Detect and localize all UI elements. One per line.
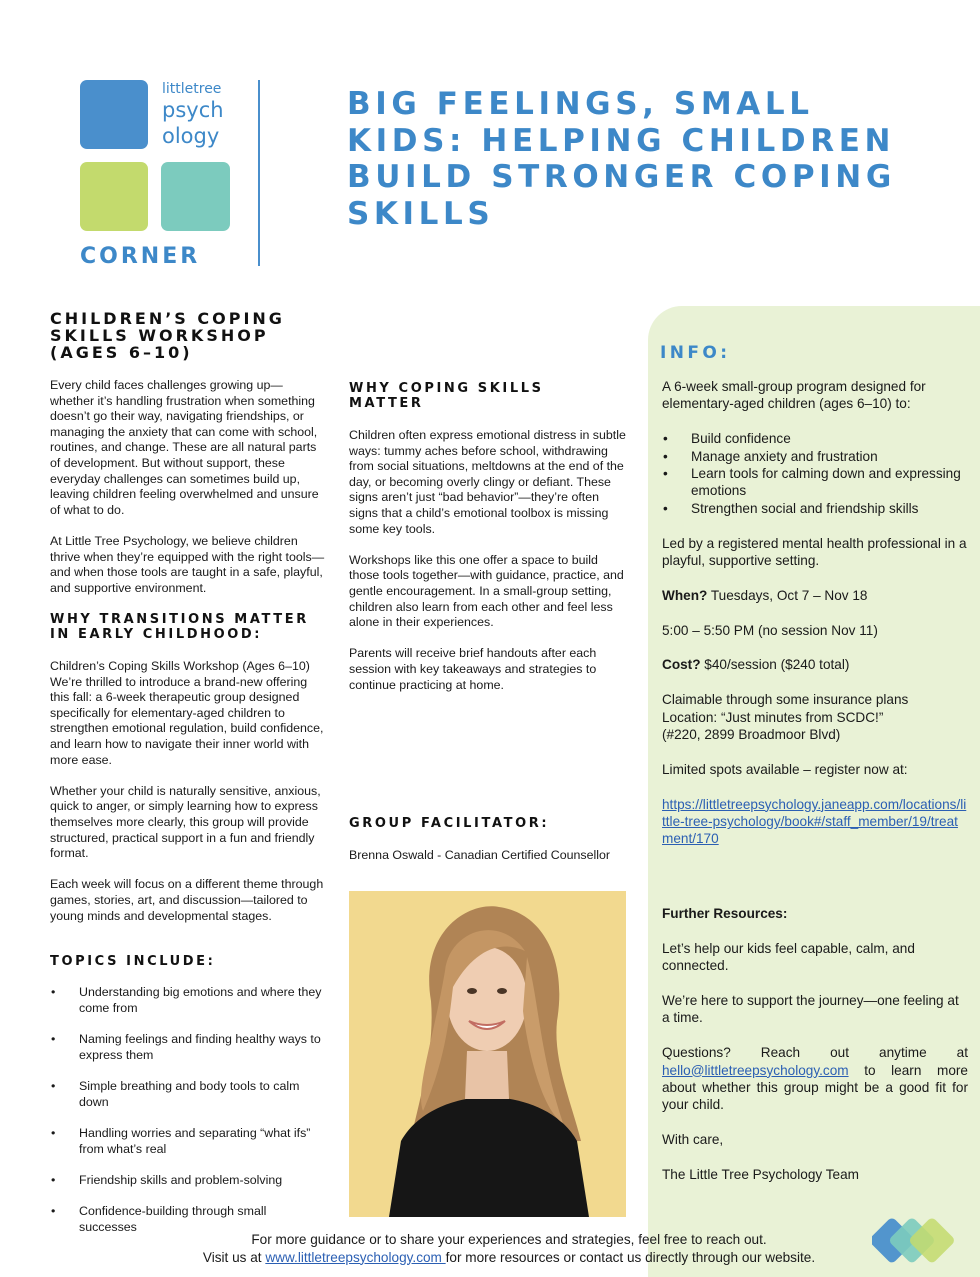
coping-heading: WHY COPING SKILLS MATTER: [349, 381, 544, 411]
col1-intro-block: [50, 378, 326, 596]
logo-square-blue: [80, 80, 148, 149]
when-value: Tuesdays, Oct 7 – Nov 18: [707, 587, 868, 603]
cost-value: $40/session ($240 total): [700, 657, 850, 673]
questions-paragraph: [662, 1044, 968, 1114]
header-divider: [258, 80, 260, 266]
col1-paragraph: Every child faces challenges growing up—whether it’s handling frustration when something doesn’t go their way, navigating friendships, or managing the anxiety that can come with school, routines, and change. These are all natural parts of development. But without support, these everyday challenges can sometimes build up, leaving children feeling overwhelmed and unsure of what to do.: [50, 378, 319, 517]
footer-line-1: For more guidance or to share your experiences and strategies, feel free to reach out.: [251, 1232, 767, 1247]
list-item: • Manage anxiety and frustration: [662, 448, 968, 465]
address-line: (#220, 2899 Broadmoor Blvd): [662, 727, 841, 743]
info-block-main: [662, 378, 968, 848]
location-line: Location: “Just minutes from SCDC!”: [662, 709, 884, 725]
col1-paragraph: Each week will focus on a different theme through games, stories, art, and discussion—tailored to young minds and developmental stages.: [50, 877, 324, 923]
claimable-line: Claimable through some insurance plans: [662, 692, 909, 708]
list-item: • Friendship skills and problem-solving: [50, 1173, 326, 1204]
facilitator-name: Brenna Oswald - Canadian Certified Counsellor: [349, 848, 611, 862]
facilitator-heading: GROUP FACILITATOR:: [349, 816, 550, 831]
col2-paragraph: Children often express emotional distress in subtle ways: tummy aches before school, withdrawing from social situations, meltdowns at the end of the day, or becoming overly clingy or defiant. These signs aren’t just “bad behavior”—they’re often signs that a child’s emotional toolbox is missing some key tools.: [349, 428, 626, 536]
logo-square-teal: [161, 162, 230, 231]
list-item: • Handling worries and separating “what ifs” from what’s real: [50, 1126, 326, 1173]
questions-post: to learn more about whether this group might be a good fit for your child.: [662, 1062, 968, 1113]
footer-more-text: for more resources or contact us directly through our website.: [445, 1249, 816, 1265]
topics-list: [50, 985, 326, 1235]
list-item: • Strengthen social and friendship skills: [662, 500, 968, 517]
limited-spots-line: Limited spots available – register now at:: [662, 761, 908, 777]
list-item: • Simple breathing and body tools to calm down: [50, 1079, 326, 1126]
facilitator-photo: [349, 891, 626, 1217]
list-item: • Understanding big emotions and where they come from: [50, 985, 326, 1032]
footer-logo-icon: [872, 1216, 972, 1272]
info-block-resources: [662, 905, 968, 1183]
col1-paragraph: Whether your child is naturally sensitive, anxious, quick to anger, or simply learning how to express themselves more clearly, this group will provide structured, practical support in a fun and friendly format.: [50, 783, 321, 861]
transitions-heading: WHY TRANSITIONS MATTER IN EARLY CHILDHOOD:: [50, 612, 309, 642]
col1-paragraph: Children’s Coping Skills Workshop (Ages 6–10) We’re thrilled to introduce a brand-new offering this fall: a 6-week therapeutic group designed specifically for elementary-aged children to strengthen emotional regulation, build confidence, and learn how to navigate their inner world with more ease.: [50, 659, 324, 767]
further-resources-heading: Further Resources:: [662, 906, 788, 921]
cost-label: Cost?: [662, 657, 701, 673]
time-line: 5:00 – 5:50 PM (no session Nov 11): [662, 622, 878, 638]
list-item: • Confidence-building through small successes: [50, 1204, 326, 1235]
cost-line: [662, 656, 968, 673]
further-paragraph: We’re here to support the journey—one feeling at a time.: [662, 993, 959, 1026]
info-intro: A 6-week small-group program designed for elementary-aged children (ages 6–10) to:: [662, 379, 926, 412]
goals-list: [662, 430, 968, 517]
page-title: BIG FEELINGS, SMALL KIDS: HELPING CHILDREN BUILD STRONGER COPING SKILLS: [347, 86, 896, 232]
website-link[interactable]: www.littletreepsychology.com: [265, 1249, 446, 1265]
logo-square-green: [80, 162, 148, 231]
logo-word-psych: psych: [162, 98, 224, 122]
info-heading: INFO:: [660, 343, 731, 363]
col2-body-block: [349, 428, 629, 693]
signature-line: The Little Tree Psychology Team: [662, 1167, 859, 1183]
footer: [0, 1231, 980, 1266]
register-link-line: [662, 796, 968, 848]
list-item: • Learn tools for calming down and expressing emotions: [662, 465, 968, 500]
list-item: • Naming feelings and finding healthy ways to express them: [50, 1032, 326, 1079]
footer-line-2: [0, 1249, 980, 1267]
questions-pre: Questions? Reach out anytime at: [662, 1045, 968, 1061]
email-link[interactable]: hello@littletreepsychology.com: [662, 1062, 849, 1078]
logo-word-littletree: littletree: [162, 81, 222, 97]
logo-corner-label: CORNER: [80, 244, 201, 269]
closing-line: With care,: [662, 1132, 724, 1148]
when-label: When?: [662, 587, 708, 603]
col2-paragraph: Workshops like this one offer a space to build those tools together—with guidance, practice, and gentle encouragement. In a small-group setting, children also learn from each other and feel less alone in their experiences.: [349, 552, 624, 630]
col1-paragraph: At Little Tree Psychology, we believe children thrive when they’re equipped with the right tools—and when those tools are taught in a safe, playful, and supportive environment.: [50, 533, 325, 595]
topics-heading: TOPICS INCLUDE:: [50, 954, 216, 969]
portrait-illustration: [349, 891, 626, 1217]
led-by-text: Led by a registered mental health professional in a playful, supportive setting.: [662, 535, 967, 569]
when-line: [662, 587, 968, 604]
col2-paragraph: Parents will receive brief handouts after each session with key takeaways and strategies to continue practicing at home.: [349, 646, 597, 692]
register-link[interactable]: https://littletreepsychology.janeapp.com/locations/little-tree-psychology/book#/staff_member/19/treatment/170: [662, 796, 967, 847]
list-item: • Build confidence: [662, 430, 968, 447]
workshop-heading: CHILDREN’S COPING SKILLS WORKSHOP (AGES 6–10): [50, 309, 285, 362]
footer-visit-text: Visit us at: [202, 1249, 266, 1265]
logo-word-ology: ology: [162, 124, 220, 148]
col1-body-block: [50, 659, 326, 924]
further-paragraph: Let’s help our kids feel capable, calm, and connected.: [662, 940, 915, 974]
